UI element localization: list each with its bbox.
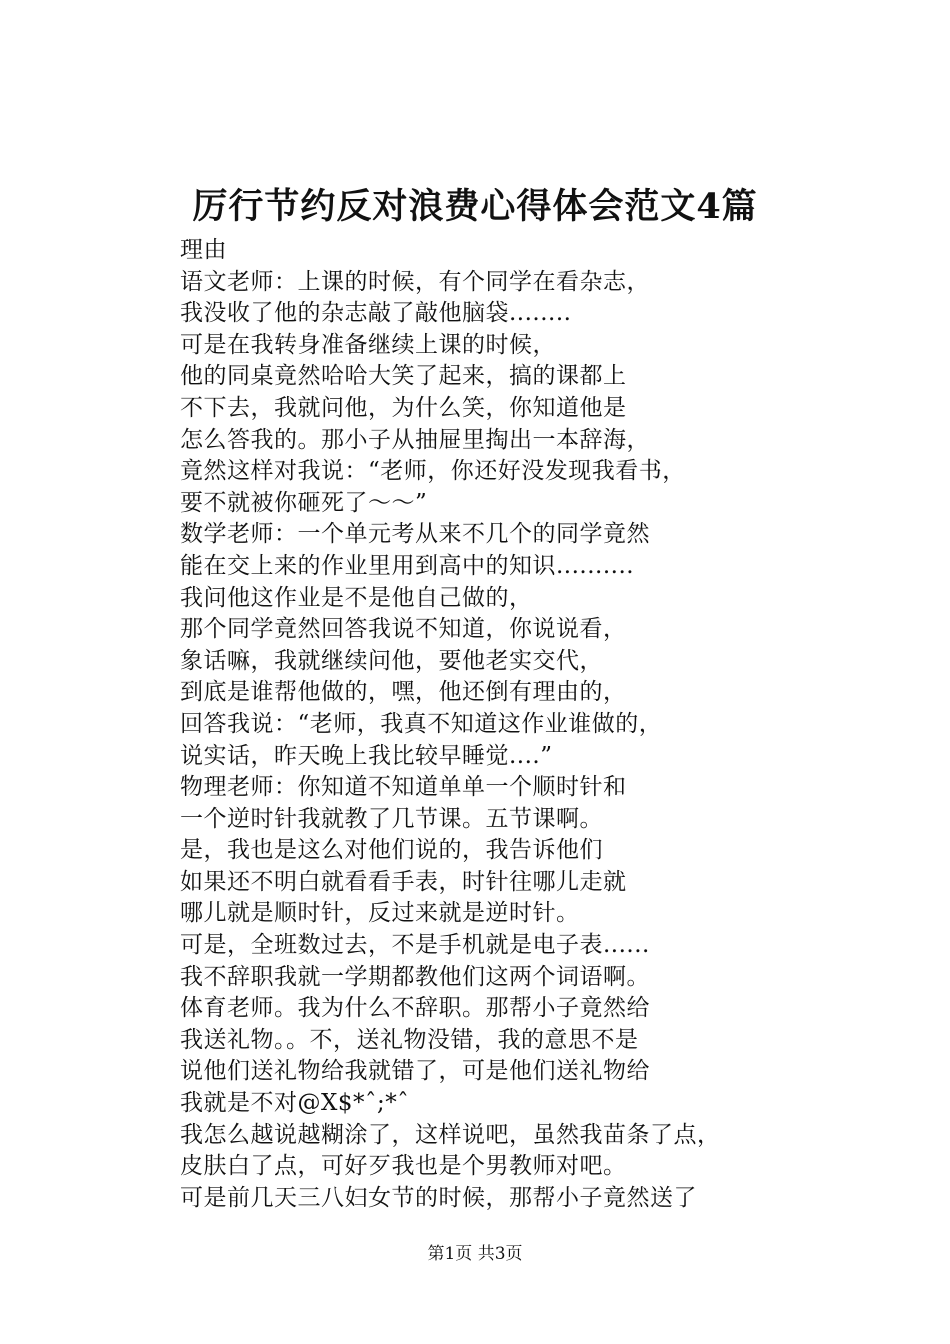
body-line: 物理老师：你知道不知道单单一个顺时针和 — [180, 774, 627, 801]
body-line: 那个同学竟然回答我说不知道，你说说看， — [180, 616, 627, 643]
body-line: 可是前几天三八妇女节的时候，那帮小子竟然送了 — [180, 1184, 697, 1211]
body-line: 我没收了他的杂志敲了敲他脑袋........ — [180, 300, 572, 327]
body-line: 是，我也是这么对他们说的，我告诉他们 — [180, 837, 603, 864]
body-line: 数学老师：一个单元考从来不几个的同学竟然 — [180, 521, 650, 548]
body-line: 如果还不明白就看看手表，时针往哪儿走就 — [180, 868, 627, 895]
body-line: 说他们送礼物给我就错了，可是他们送礼物给 — [180, 1058, 650, 1085]
body-line: 可是在我转身准备继续上课的时候， — [180, 331, 556, 358]
body-line: 竟然这样对我说：“老师，你还好没发现我看书， — [180, 458, 686, 485]
document-body — [180, 235, 780, 1214]
body-line: 要不就被你砸死了～～” — [180, 489, 428, 516]
page-footer: 第1页 共3页 — [427, 1244, 523, 1264]
body-line: 到底是谁帮他做的，嘿，他还倒有理由的， — [180, 679, 627, 706]
body-line: 一个逆时针我就教了几节课。五节课啊。 — [180, 805, 603, 832]
body-line: 他的同桌竟然哈哈大笑了起来，搞的课都上 — [180, 363, 627, 390]
body-line: 不下去，我就问他，为什么笑，你知道他是 — [180, 394, 627, 421]
body-line: 回答我说：“老师，我真不知道这作业谁做的， — [180, 710, 663, 737]
body-line: 我问他这作业是不是他自己做的， — [180, 584, 533, 611]
body-line: 体育老师。我为什么不辞职。那帮小子竟然给 — [180, 995, 650, 1022]
body-line: 语文老师：上课的时候，有个同学在看杂志， — [180, 268, 650, 295]
body-line: 可是，全班数过去，不是手机就是电子表...... — [180, 932, 650, 959]
body-line: 我怎么越说越糊涂了，这样说吧，虽然我苗条了点， — [180, 1121, 721, 1148]
body-line: 象话嘛，我就继续问他，要他老实交代， — [180, 647, 603, 674]
body-line: 能在交上来的作业里用到高中的知识.......... — [180, 552, 635, 579]
body-line: 我不辞职我就一学期都教他们这两个词语啊。 — [180, 963, 650, 990]
body-line: 皮肤白了点，可好歹我也是个男教师对吧。 — [180, 1153, 627, 1180]
body-line: 怎么答我的。那小子从抽屉里掏出一本辞海， — [180, 426, 650, 453]
document-title: 厉行节约反对浪费心得体会范文4篇 — [192, 186, 758, 227]
body-line: 哪儿就是顺时针，反过来就是逆时针。 — [180, 900, 580, 927]
body-line: 说实话，昨天晚上我比较早睡觉....” — [180, 742, 553, 769]
body-line: 我就是不对@X$*ˆ;*ˆ — [180, 1090, 410, 1117]
body-line: 我送礼物。。不，送礼物没错，我的意思不是 — [180, 1026, 639, 1053]
body-line: 理由 — [180, 237, 227, 263]
